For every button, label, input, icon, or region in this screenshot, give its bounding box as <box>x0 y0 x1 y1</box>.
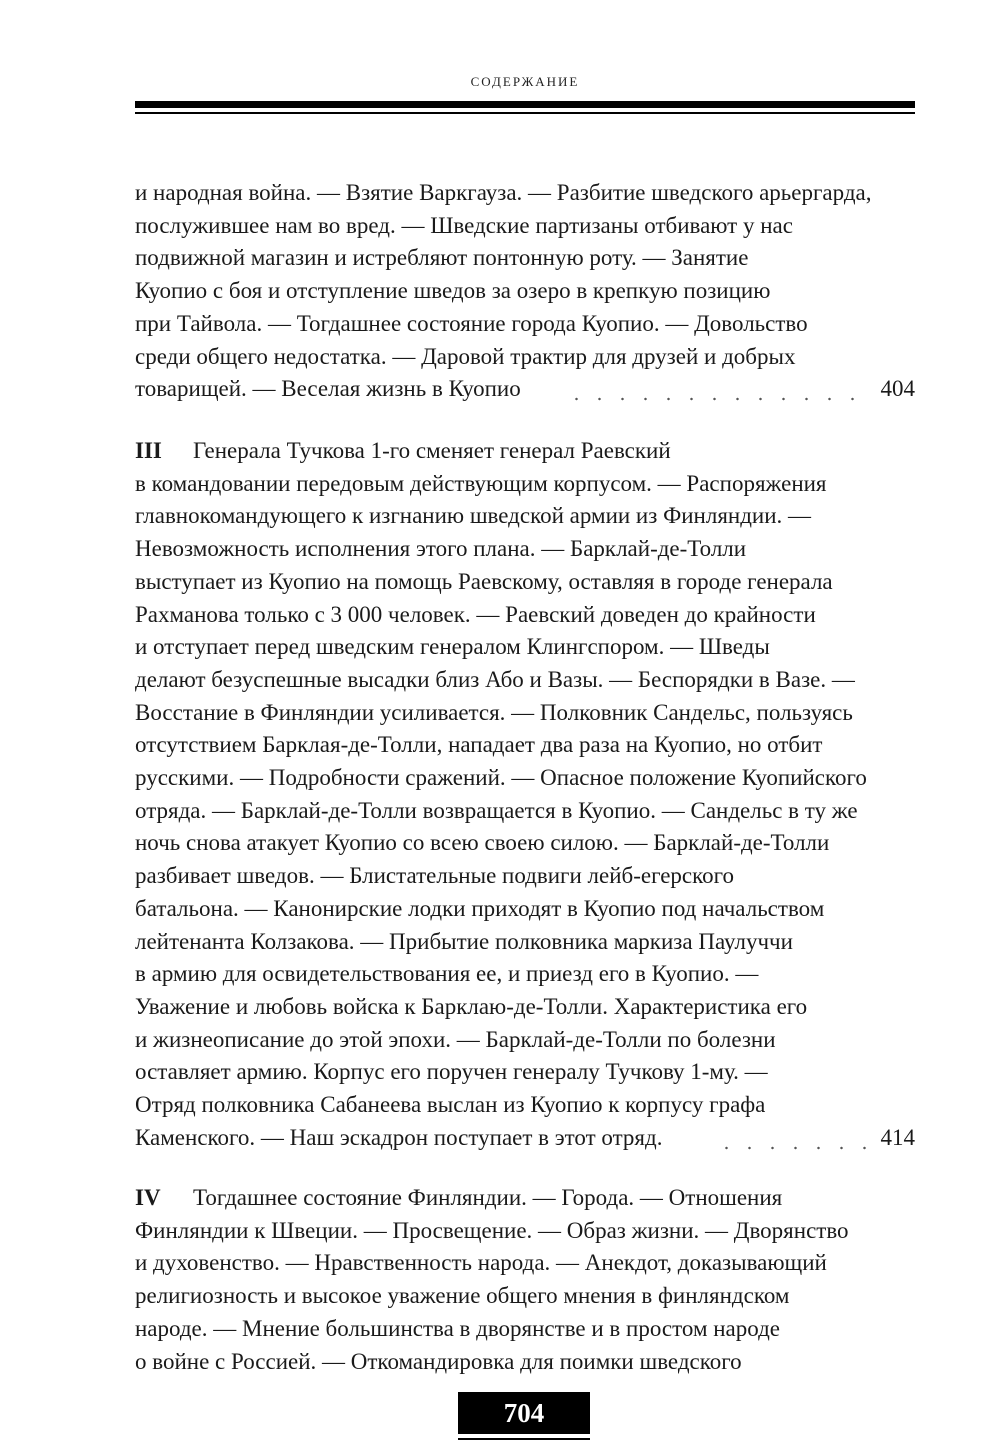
toc-line: выступает из Куопио на помощь Раевскому, оставляя в городе генерала <box>135 568 833 594</box>
toc-line: Восстание в Финляндии усиливается. — Полковник Сандельс, пользуясь <box>135 699 853 725</box>
toc-entry-continuation <box>135 177 925 406</box>
toc-line: в командовании передовым действующим корпусом. — Распоряжения <box>135 470 827 496</box>
toc-last-line <box>135 1122 925 1155</box>
toc-line: русскими. — Подробности сражений. — Опасное положение Куопийского <box>135 765 867 791</box>
header-rule-thin <box>135 112 915 114</box>
toc-line: подвижной магазин и истребляют понтонную роту. — Занятие <box>135 245 749 271</box>
toc-line: отряда. — Барклай-де-Толли возвращается в Куопио. — Сандельс в ту же <box>135 797 858 823</box>
toc-line: главнокомандующего к изгнанию шведской армии из Финляндии. — <box>135 503 812 529</box>
toc-line: в армию для освидетельствования ее, и приезд его в Куопио. — <box>135 961 759 987</box>
toc-line: религиозность и высокое уважение общего мнения в финляндском <box>135 1283 790 1309</box>
toc-line: и отступает перед шведским генералом Клингспором. — Шведы <box>135 634 770 660</box>
toc-first-line <box>135 1182 925 1215</box>
toc-line: Финляндии к Швеции. — Просвещение. — Образ жизни. — Дворянство <box>135 1217 849 1243</box>
folio-rule <box>458 1438 590 1440</box>
toc-line: оставляет армию. Корпус его поручен генералу Тучкову 1-му. — <box>135 1059 768 1085</box>
toc-line: разбивает шведов. — Блистательные подвиги лейб-егерского <box>135 863 735 889</box>
toc-last-line <box>135 373 925 406</box>
page-folio: 704 <box>458 1392 590 1434</box>
toc-line: и духовенство. — Нравственность народа. — Анекдот, доказывающий <box>135 1250 827 1276</box>
chapter-number: III <box>135 438 162 463</box>
header-rule-thick <box>135 101 915 108</box>
toc-line: и жизнеописание до этой эпохи. — Барклай-де-Толли по болезни <box>135 1026 776 1052</box>
toc-line: делают безуспешные высадки близ Або и Вазы. — Беспорядки в Вазе. — <box>135 666 855 692</box>
chapter-number: IV <box>135 1185 161 1210</box>
toc-line: при Тайвола. — Тогдашнее состояние города Куопио. — Довольство <box>135 310 808 336</box>
toc-line: о войне с Россией. — Откомандировка для поимки шведского <box>135 1348 742 1374</box>
toc-line: Невозможность исполнения этого плана. — Барклай-де-Толли <box>135 536 747 562</box>
toc-line: лейтенанта Колзакова. — Прибытие полковника маркиза Паулуччи <box>135 928 793 954</box>
toc-line: народе. — Мнение большинства в дворянстве и в простом народе <box>135 1315 781 1341</box>
toc-line: послужившее нам во вред. — Шведские партизаны отбивают у нас <box>135 212 793 238</box>
dot-leader <box>715 1122 870 1155</box>
toc-line: Куопио с боя и отступление шведов за озеро в крепкую позицию <box>135 278 771 304</box>
toc-line: Отряд полковника Сабанеева выслан из Куопио к корпусу графа <box>135 1092 766 1118</box>
page-number: 414 <box>880 1124 915 1150</box>
toc-line-text: товарищей. — Веселая жизнь в Куопио <box>135 376 521 402</box>
toc-entry-IV <box>135 1182 925 1378</box>
toc-line: и народная война. — Взятие Варкгауза. — Разбитие шведского арьергарда, <box>135 180 872 205</box>
toc-line: Рахманова только с 3 000 человек. — Раевский доведен до крайности <box>135 601 816 627</box>
toc-line: среди общего недостатка. — Даровой трактир для друзей и добрых <box>135 343 796 369</box>
toc-line-text: Генерала Тучкова 1-го сменяет генерал Раевский <box>193 438 671 463</box>
toc-line: ночь снова атакует Куопио со всею своею силою. — Барклай-де-Толли <box>135 830 830 856</box>
running-head: СОДЕРЖАНИЕ <box>470 74 580 89</box>
toc-entry-III <box>135 435 925 1154</box>
toc-line: отсутствием Барклая-де-Толли, нападает два раза на Куопио, но отбит <box>135 732 823 758</box>
page-number: 404 <box>880 376 915 402</box>
toc-first-line <box>135 435 925 468</box>
toc-line-text: Тогдашнее состояние Финляндии. — Города. — Отношения <box>193 1185 783 1210</box>
toc-line: Уважение и любовь войска к Барклаю-де-Толли. Характеристика его <box>135 993 808 1019</box>
toc-line-text: Каменского. — Наш эскадрон поступает в этот отряд. <box>135 1124 663 1150</box>
toc-line: батальона. — Канонирские лодки приходят в Куопио под начальством <box>135 895 825 921</box>
dot-leader <box>565 373 870 406</box>
